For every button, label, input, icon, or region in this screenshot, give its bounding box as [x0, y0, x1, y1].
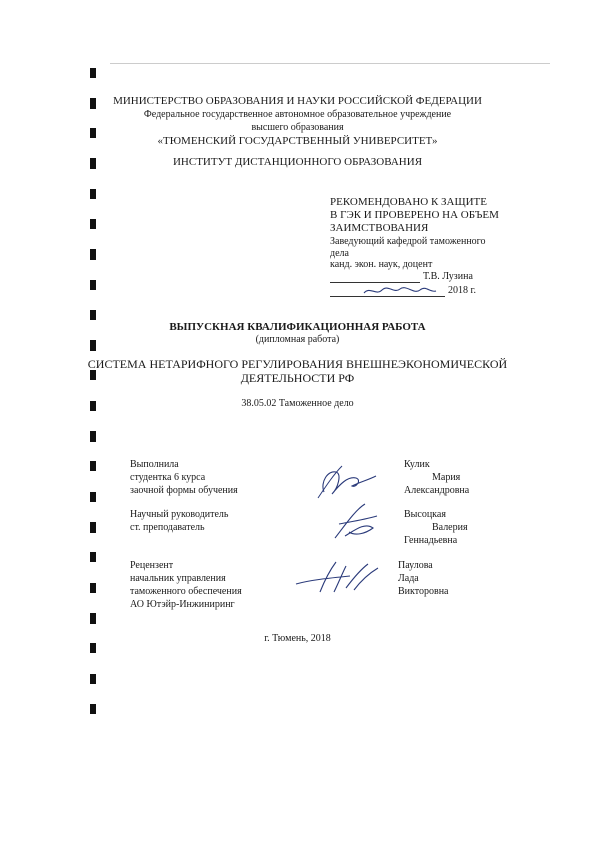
approval-degree: канд. экон. наук, доцент	[330, 259, 433, 270]
reviewer-department: таможенного обеспечения	[130, 586, 242, 597]
reviewer-patronymic: Викторовна	[398, 586, 449, 597]
reviewer-position: начальник управления	[130, 573, 226, 584]
institution-line-2: высшего образования	[251, 122, 344, 133]
author-role: Выполнила	[130, 459, 179, 470]
university-name: «ТЮМЕНСКИЙ ГОСУДАРСТВЕННЫЙ УНИВЕРСИТЕТ»	[157, 135, 438, 147]
approval-line-2: В ГЭК И ПРОВЕРЕНО НА ОБЪЕМ	[330, 209, 499, 221]
supervisor-patronymic: Геннадьевна	[404, 535, 458, 546]
work-title-2: ДЕЯТЕЛЬНОСТИ РФ	[240, 371, 355, 385]
supervisor-name: Валерия	[432, 522, 468, 533]
approval-position: Заведующий кафедрой таможенного	[330, 236, 486, 247]
supervisor-surname: Высоцкая	[404, 509, 446, 520]
author-course: студентка 6 курса	[130, 472, 206, 483]
institute-name: ИНСТИТУТ ДИСТАНЦИОННОГО ОБРАЗОВАНИЯ	[172, 156, 423, 168]
approval-position-2: дела	[330, 248, 349, 259]
city-year: г. Тюмень, 2018	[264, 633, 331, 644]
approval-line-1: РЕКОМЕНДОВАНО К ЗАЩИТЕ	[330, 196, 487, 208]
scan-edge-line	[110, 63, 550, 64]
reviewer-name: Лада	[398, 573, 419, 584]
reviewer-surname: Паулова	[398, 560, 433, 571]
approval-line-3: ЗАИМСТВОВАНИЯ	[330, 222, 429, 234]
supervisor-signature-icon	[325, 500, 385, 544]
author-surname: Кулик	[404, 459, 430, 470]
work-title: СИСТЕМА НЕТАРИФНОГО РЕГУЛИРОВАНИЯ ВНЕШНЕЭКОНОМИЧЕСКОЙ	[87, 357, 508, 371]
institution-line: Федеральное государственное автономное образовательное учреждение	[143, 109, 452, 120]
work-subtype: (дипломная работа)	[255, 334, 340, 345]
author-study-form: заочной формы обучения	[130, 485, 238, 496]
approval-head-name: Т.В. Лузина	[423, 271, 473, 282]
approval-year: 2018 г.	[448, 285, 476, 296]
work-type: ВЫПУСКНАЯ КВАЛИФИКАЦИОННАЯ РАБОТА	[169, 321, 426, 333]
reviewer-organization: АО Ютэйр-Инжиниринг	[130, 599, 235, 610]
author-signature-icon	[312, 462, 382, 502]
handwritten-date-icon	[360, 282, 440, 298]
reviewer-signature-icon	[290, 558, 385, 598]
supervisor-position: ст. преподаватель	[130, 522, 205, 533]
author-name: Мария	[432, 472, 461, 483]
specialty: 38.05.02 Таможенное дело	[241, 398, 354, 409]
reviewer-role: Рецензент	[130, 560, 174, 571]
author-patronymic: Александровна	[404, 485, 470, 496]
ministry-line: МИНИСТЕРСТВО ОБРАЗОВАНИЯ И НАУКИ РОССИЙСКОЙ ФЕДЕРАЦИИ	[113, 95, 482, 107]
supervisor-role: Научный руководитель	[130, 509, 229, 520]
